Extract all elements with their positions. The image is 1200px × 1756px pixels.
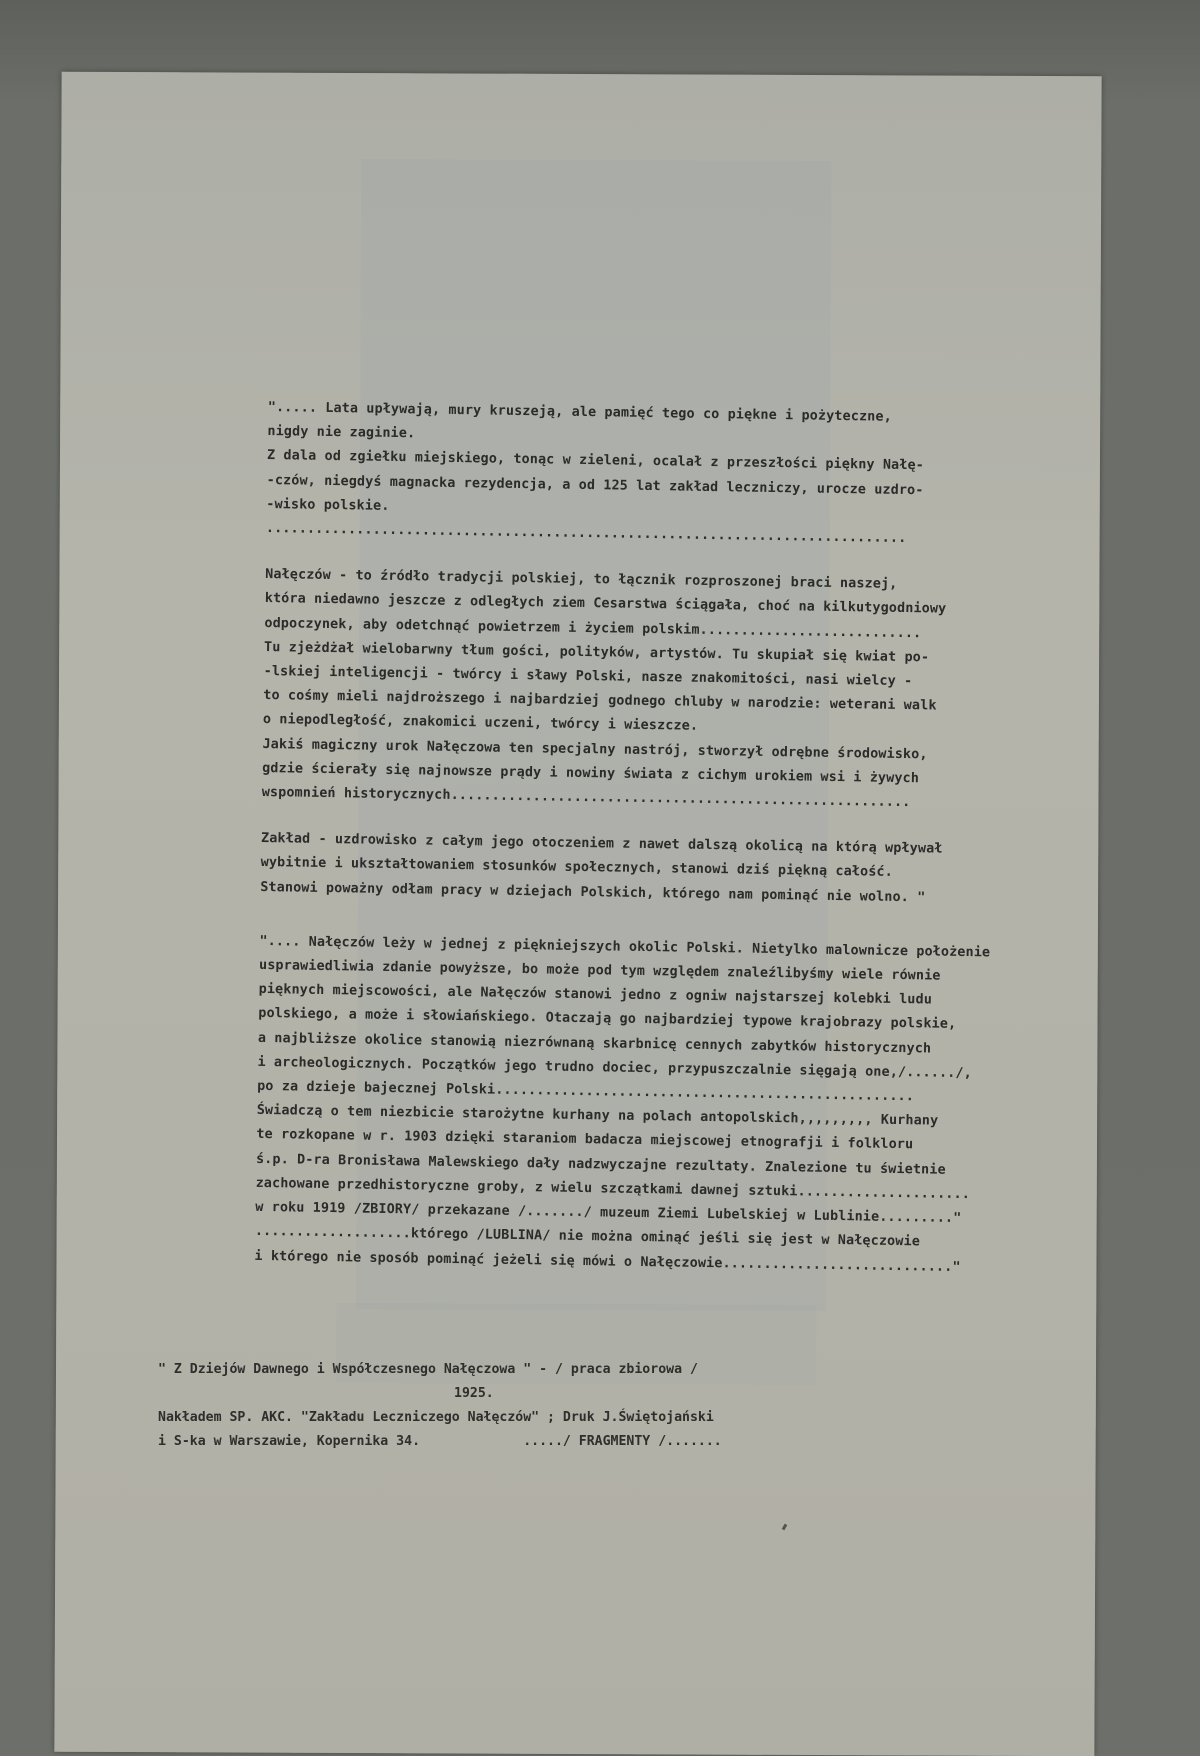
text-line: .............................................................................. [265, 521, 907, 547]
main-typed-text [254, 396, 1028, 1281]
text-line: Nałęczów - to źródło tradycji polskiej, to łącznik rozproszonej braci naszej, [265, 567, 898, 593]
text-line: odpoczynek, aby odetchnąć powietrzem i życiem polskim........................... [264, 615, 922, 641]
text-line: Zakład - uzdrowisko z całym jego otoczeniem z nawet dalszą okolicą na którą wpływał [260, 831, 943, 857]
text-line: po za dzieje bajecznej Polski................................................... [257, 1078, 915, 1105]
text-line: i archeologicznych. Początków jego trudno dociec, przypuszczalnie sięgają one,/....../, [257, 1054, 973, 1082]
text-line: i którego nie sposób pominąć jeżeli się mówi o Nałęczowie............................" [254, 1248, 961, 1275]
citation-publisher: Nakładem SP. AKC. "Zakładu Leczniczego Nałęczów" ; Druk J.Świętojański [158, 1410, 714, 1425]
text-line: to cośmy mieli najdroższego i najbardziej godnego chluby w narodzie: weterani walk [263, 688, 937, 714]
text-line: w roku 1919 /ZBIORY/ przekazane /......./ muzeum Ziemi Lubelskiej w Lublinie........." [255, 1199, 962, 1227]
text-line: nigdy nie zaginie. [267, 424, 416, 442]
text-line: ś.p. D-ra Bronisława Malewskiego dały nadzwyczajne rezultaty. Znalezione tu świetnie [255, 1151, 946, 1178]
text-line: pięknych miejscowości, ale Nałęczów stanowi jedno z ogniw najstarszej kolebki ludu [258, 982, 933, 1008]
text-line: Jakiś magiczny urok Nałęczowa ten specjalny nastrój, stworzył odrębne środowisko, [262, 736, 928, 763]
citation-address: i S-ka w Warszawie, Kopernika 34. ...../ FRAGMENTY /....... [158, 1434, 722, 1449]
citation-title: " Z Dziejów Dawnego i Współczesnego Nałęczowa " - / praca zbiorowa / [158, 1362, 698, 1377]
text-line: a najbliższe okolice stanowią niezrównaną skarbnicę cennych zabytków historycznych [257, 1030, 932, 1057]
text-line: -wisko polskie. [266, 496, 390, 514]
text-line: Stanowi poważny odłam pracy w dziejach Polskich, którego nam pominąć nie wolno. " [260, 879, 926, 906]
text-line: -czów, niegdyś magnacka rezydencja, a od 125 lat zakład leczniczy, urocze uzdro- [266, 472, 924, 498]
source-citation [158, 1358, 798, 1454]
text-line: polskiego, a może i słowiańskiego. Otaczają go najbardziej typowe krajobrazy polskie, [258, 1006, 957, 1033]
text-line: gdzie ścierały się najnowsze prądy i nowiny świata z cichym urokiem wsi i żywych [262, 760, 920, 787]
text-line: ...................którego /LUBLINA/ nie można ominąć jeśli się jest w Nałęczowie [254, 1224, 921, 1250]
text-line: o niepodległość, znakomici uczeni, twórcy i wieszcze. [262, 712, 699, 735]
text-line: Tu zjeżdżał wielobarwny tłum gości, polityków, artystów. Tu skupiał się kwiat po- [263, 639, 930, 666]
text-line: zachowane przedhistoryczne groby, z wielu szczątkami dawnej sztuki..................... [255, 1175, 971, 1203]
text-line: wybitnie i ukształtowaniem stosunków społecznych, stanowi dziś piękną całość. [260, 855, 894, 881]
text-line: która niedawno jeszcze z odległych ziem Cesarstwa ściągała, choć na kilkutygodniowy [264, 591, 947, 618]
text-line: ".... Nałęczów leży w jednej z piękniejszych okolic Polski. Nietylko malownicze położenie [259, 933, 991, 961]
text-line: -lskiej inteligencji - twórcy i sławy Polski, nasze znakomitości, nasi wielcy - [263, 663, 913, 690]
text-line: "..... Lata upływają, mury kruszeją, ale pamięć tego co piękne i pożyteczne, [267, 399, 892, 425]
text-line: Świadczą o tem niezbicie starożytne kurhany na polach antopolskich,,,,,,,,, Kurhany [256, 1103, 939, 1129]
citation-year: 1925. [454, 1386, 494, 1401]
text-line: usprawiedliwia zdanie powyższe, bo może pod tym względem znaleźlibyśmy wiele równie [258, 957, 941, 984]
text-line: te rozkopane w r. 1903 dzięki staraniom badacza miejscowej etnografji i folkloru [256, 1127, 914, 1153]
text-line: wspomnień historycznych........................................................ [261, 784, 911, 811]
text-line: Z dala od zgiełku miejskiego, tonąc w zieleni, ocalał z przeszłości piękny Nałę- [266, 448, 925, 474]
